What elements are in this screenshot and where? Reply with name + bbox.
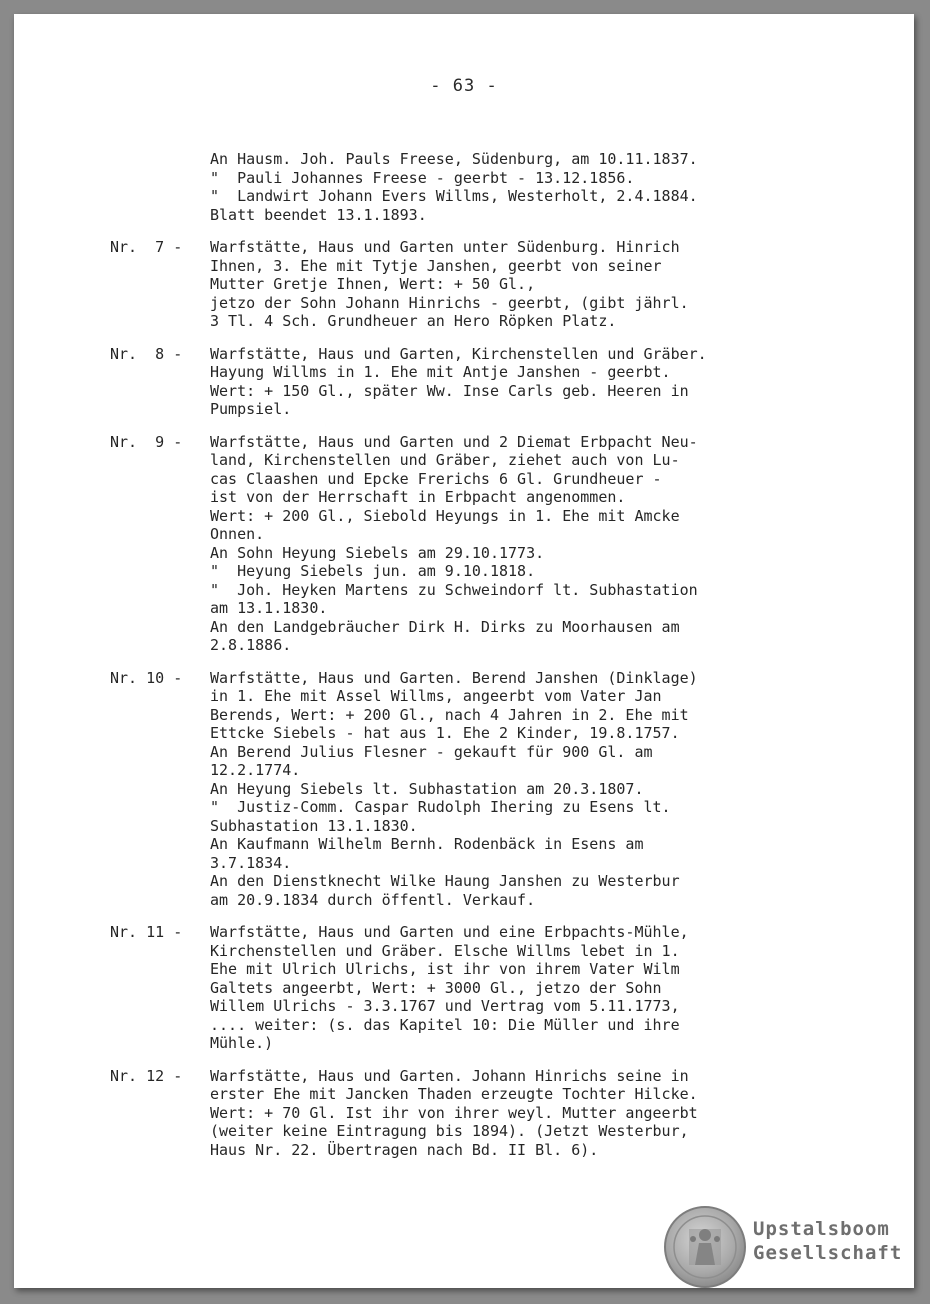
- seal-icon: [663, 1205, 747, 1289]
- entry-nr-11: [110, 923, 910, 1053]
- entry-body: [210, 238, 910, 331]
- text-line: Mühle.): [210, 1034, 274, 1052]
- text-line: An Heyung Siebels lt. Subhastation am 20.3.1807.: [210, 779, 644, 798]
- text-line: An Sohn Heyung Siebels am 29.10.1773.: [210, 543, 545, 562]
- text-line: " Joh. Heyken Martens zu Schweindorf lt. Subhastation: [210, 580, 698, 599]
- entry-nr-7: [110, 238, 910, 331]
- document-page: [14, 14, 914, 1288]
- text-line: An den Landgebräucher Dirk H. Dirks zu Moorhausen am: [210, 617, 680, 636]
- entry-body: [210, 433, 910, 655]
- text-line: Hayung Willms in 1. Ehe mit Antje Janshen - geerbt.: [210, 363, 671, 381]
- text-line: Ettcke Siebels - hat aus 1. Ehe 2 Kinder, 19.8.1757.: [210, 724, 680, 742]
- page-number: - 63 -: [430, 76, 498, 96]
- text-line: 3.7.1834.: [210, 853, 292, 872]
- entry-label: Nr. 7 -: [110, 238, 183, 256]
- text-line: Wert: + 150 Gl., später Ww. Inse Carls geb. Heeren in: [210, 381, 689, 400]
- text-line: Ihnen, 3. Ehe mit Tytje Janshen, geerbt von seiner: [210, 256, 662, 275]
- text-line: ist von der Herrschaft in Erbpacht angenommen.: [210, 488, 626, 506]
- text-line: land, Kirchenstellen und Gräber, ziehet auch von Lu-: [210, 451, 680, 469]
- text-line: An Berend Julius Flesner - gekauft für 900 Gl. am: [210, 742, 653, 761]
- text-line: Wert: + 70 Gl. Ist ihr von ihrer weyl. Mutter angeerbt: [210, 1103, 698, 1122]
- text-line: Haus Nr. 22. Übertragen nach Bd. II Bl. 6).: [210, 1140, 599, 1159]
- intro-entry: [110, 150, 910, 224]
- text-line: Willem Ulrichs - 3.3.1767 und Vertrag vom 5.11.1773,: [210, 997, 680, 1015]
- entry-nr-9: [110, 433, 910, 655]
- entry-nr-12: [110, 1067, 910, 1160]
- text-line: in 1. Ehe mit Assel Willms, angeerbt vom Vater Jan: [210, 687, 662, 705]
- text-line: Warfstätte, Haus und Garten und eine Erbpachts-Mühle,: [210, 923, 689, 941]
- text-line: Warfstätte, Haus und Garten und 2 Diemat Erbpacht Neu-: [210, 432, 698, 451]
- text-line: 2.8.1886.: [210, 636, 292, 654]
- text-line: Warfstätte, Haus und Garten, Kirchenstellen und Gräber.: [210, 344, 707, 363]
- entry-label: Nr. 12 -: [110, 1066, 183, 1085]
- text-line: Galtets angeerbt, Wert: + 3000 Gl., jetzo der Sohn: [210, 978, 662, 997]
- society-watermark: [753, 1217, 902, 1265]
- text-line: Wert: + 200 Gl., Siebold Heyungs in 1. Ehe mit Amcke: [210, 506, 680, 525]
- watermark-line-1: Upstalsboom: [753, 1218, 890, 1240]
- entry-nr-10: [110, 669, 910, 910]
- text-line: Warfstätte, Haus und Garten unter Südenburg. Hinrich: [210, 238, 680, 256]
- text-line: (weiter keine Eintragung bis 1894). (Jetzt Westerbur,: [210, 1122, 689, 1140]
- entry-label: Nr. 10 -: [110, 668, 183, 687]
- text-line: Mutter Gretje Ihnen, Wert: + 50 Gl.,: [210, 275, 536, 293]
- entry-label: Nr. 11 -: [110, 923, 183, 941]
- entry-body: [210, 923, 910, 1053]
- entry-nr-8: [110, 345, 910, 419]
- watermark-line-2: Gesellschaft: [753, 1242, 903, 1264]
- text-line: 3 Tl. 4 Sch. Grundheuer an Hero Röpken Platz.: [210, 312, 617, 330]
- text-line: An Kaufmann Wilhelm Bernh. Rodenbäck in Esens am: [210, 835, 644, 853]
- entry-label: Nr. 9 -: [110, 432, 183, 451]
- entry-label: Nr. 8 -: [110, 344, 183, 363]
- text-line: " Pauli Johannes Freese - geerbt - 13.12.1856.: [210, 168, 635, 187]
- text-line: 12.2.1774.: [210, 761, 301, 779]
- text-line: .... weiter: (s. das Kapitel 10: Die Müller und ihre: [210, 1015, 680, 1034]
- entry-label-empty: [110, 150, 210, 224]
- entry-body: [210, 1067, 910, 1160]
- text-line: Warfstätte, Haus und Garten. Johann Hinrichs seine in: [210, 1066, 689, 1085]
- text-line: " Justiz-Comm. Caspar Rudolph Ihering zu Esens lt.: [210, 798, 671, 816]
- text-line: " Landwirt Johann Evers Willms, Westerholt, 2.4.1884.: [210, 187, 698, 205]
- text-line: am 20.9.1834 durch öffentl. Verkauf.: [210, 890, 536, 909]
- text-line: cas Claashen und Epcke Frerichs 6 Gl. Grundheuer -: [210, 469, 662, 488]
- text-line: Subhastation 13.1.1830.: [210, 816, 418, 835]
- text-line: Pumpsiel.: [210, 400, 292, 418]
- text-line: erster Ehe mit Jancken Thaden erzeugte Tochter Hilcke.: [210, 1085, 698, 1103]
- entry-body: [210, 345, 910, 419]
- text-line: Warfstätte, Haus und Garten. Berend Janshen (Dinklage): [210, 668, 698, 687]
- text-line: Berends, Wert: + 200 Gl., nach 4 Jahren in 2. Ehe mit: [210, 705, 689, 724]
- text-line: Ehe mit Ulrich Ulrichs, ist ihr von ihrem Vater Wilm: [210, 960, 680, 978]
- text-line: An den Dienstknecht Wilke Haung Janshen zu Westerbur: [210, 872, 680, 890]
- text-block: [110, 150, 910, 1159]
- text-line: am 13.1.1830.: [210, 599, 328, 617]
- text-line: jetzo der Sohn Johann Hinrichs - geerbt, (gibt jährl.: [210, 293, 689, 312]
- text-line: " Heyung Siebels jun. am 9.10.1818.: [210, 562, 536, 580]
- text-line: An Hausm. Joh. Pauls Freese, Südenburg, am 10.11.1837.: [210, 150, 698, 168]
- intro-body: [210, 150, 910, 224]
- entry-body: [210, 669, 910, 910]
- text-line: Blatt beendet 13.1.1893.: [210, 205, 427, 224]
- text-line: Onnen.: [210, 525, 265, 543]
- text-line: Kirchenstellen und Gräber. Elsche Willms lebet in 1.: [210, 941, 680, 960]
